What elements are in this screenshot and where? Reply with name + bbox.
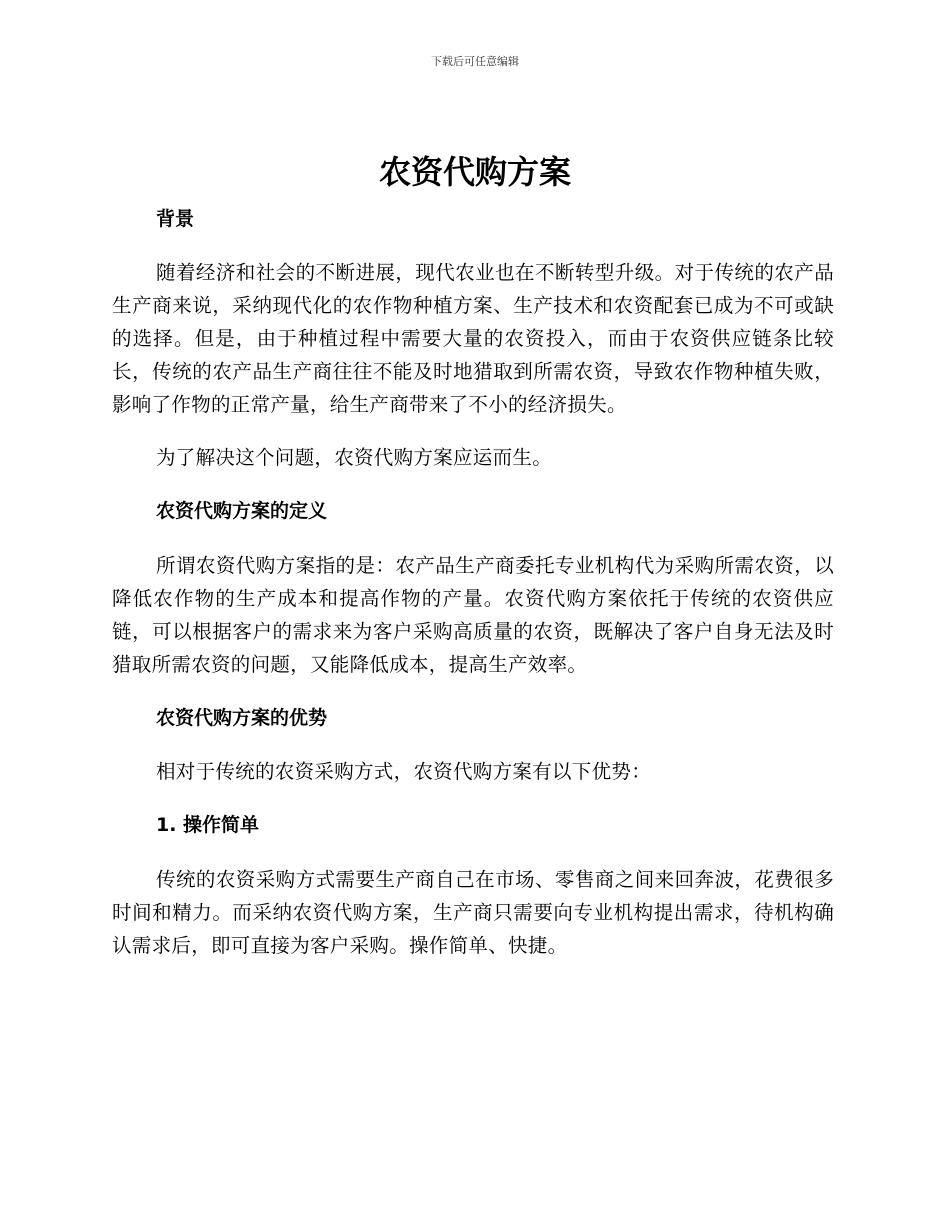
page-header-note: 下载后可任意编辑 [431, 55, 519, 68]
section-heading-simple-operation: 1. 操作简单 [156, 814, 260, 836]
paragraph-advantages-intro: 相对于传统的农资采购方式，农资代购方案有以下优势： [156, 760, 652, 783]
section-heading-definition: 农资代购方案的定义 [156, 500, 328, 522]
paragraph-background: 随着经济和社会的不断进展，现代农业也在不断转型升级。对于传统的农产品生产商来说，采纳现代化的农作物种植方案、生产技术和农资配套已成为不可或缺的选择。但是，由于种植过程中需要大量的农资投入，而由于农资供应链条比较长，传统的农产品生产商往往不能及时地猎取到所需农资，导致农作物种植失败，影响了作物的正常产量，给生产商带来了不小的经济损失。 [112, 261, 834, 416]
paragraph-definition: 所谓农资代购方案指的是：农产品生产商委托专业机构代为采购所需农资，以降低农作物的生产成本和提高作物的产量。农资代购方案依托于传统的农资供应链，可以根据客户的需求来为客户采购高质量的农资，既解决了客户自身无法及时猎取所需农资的问题，又能降低成本，提高生产效率。 [112, 554, 834, 676]
paragraph-solution-intro: 为了解决这个问题，农资代购方案应运而生。 [156, 446, 553, 469]
section-heading-background: 背景 [156, 208, 195, 230]
section-heading-advantages: 农资代购方案的优势 [156, 707, 328, 729]
document-body [112, 203, 834, 962]
paragraph-simple-operation: 传统的农资采购方式需要生产商自己在市场、零售商之间来回奔波，花费很多时间和精力。而采纳农资代购方案，生产商只需要向专业机构提出需求，待机构确认需求后，即可直接为客户采购。操作简单、快捷。 [112, 868, 834, 957]
document-title: 农资代购方案 [378, 153, 571, 191]
